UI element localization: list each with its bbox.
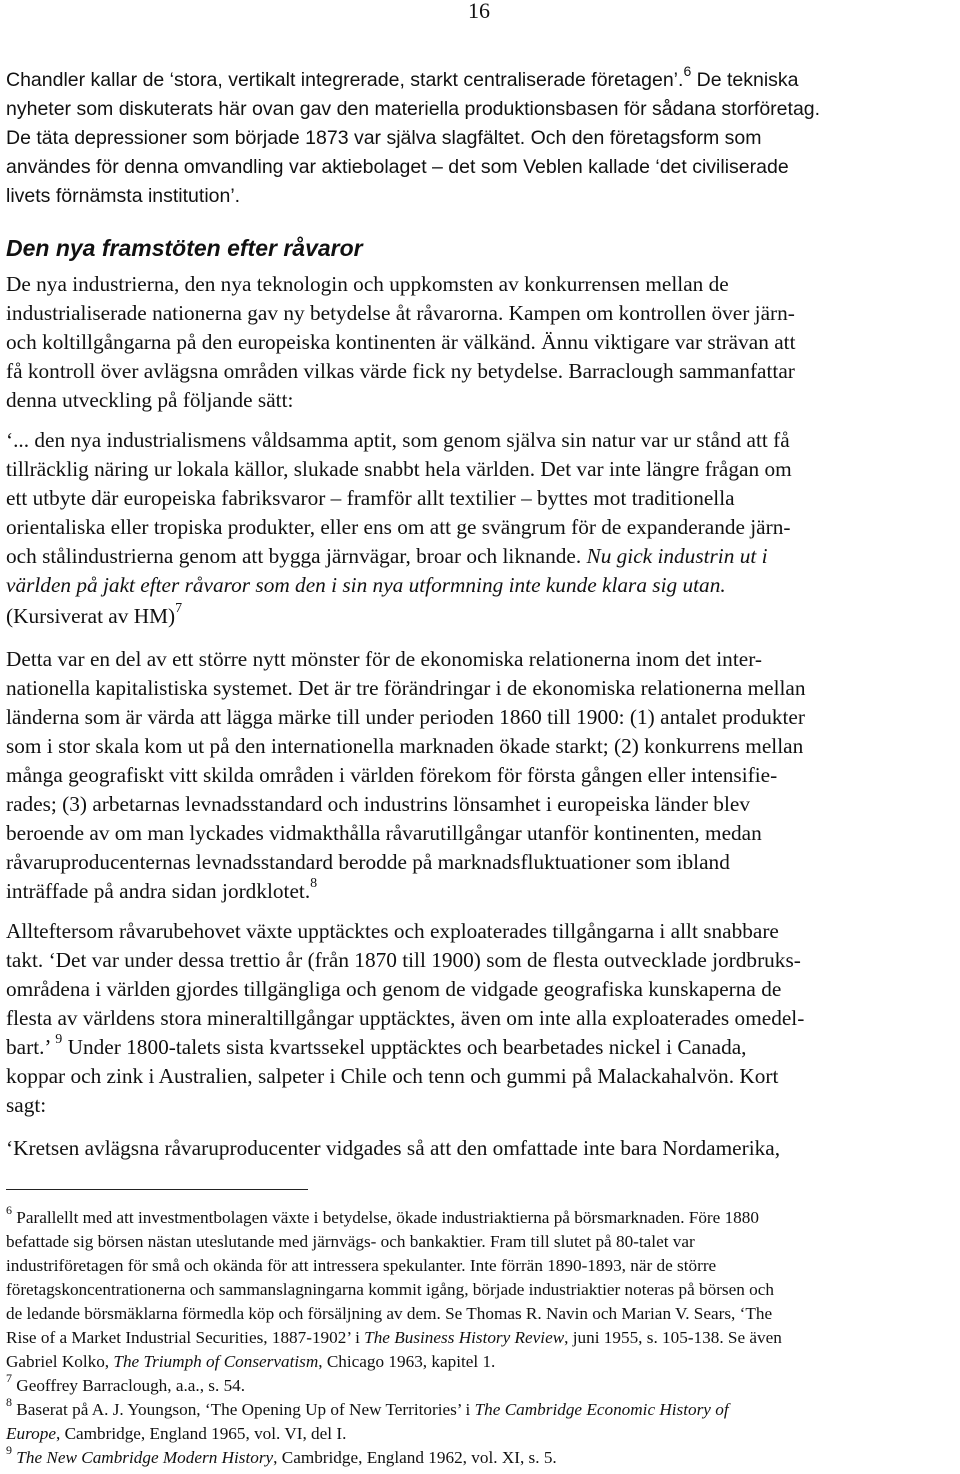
page-number: 16 — [468, 0, 490, 23]
text-line: denna utveckling på följande sätt: — [6, 388, 294, 412]
footnote-7: $^7$ Geoffrey Barraclough, a.a., s. 54. — [6, 1371, 246, 1395]
text-line: nationella kapitalistiska systemet. Det är tre förändringar i de ekonomiska relationerna mellan — [6, 676, 806, 700]
text-line: och koltillgångarna på den europeiska kontinenten är välkänd. Ännu viktigare var strävan att — [6, 330, 796, 354]
text-line: bart.’ $^9$ Under 1800-talets sista kvartssekel upptäcktes och bearbetades nickel i Canada, — [6, 1031, 747, 1059]
footnote-line: industriföretagen för små och okända för att intressera spekulanter. Inte förrän 1890-1893, när de större — [6, 1256, 717, 1275]
footnote-ref-6[interactable]: 6 — [683, 62, 692, 79]
intro-paragraph — [6, 62, 954, 211]
intro-line: nyheter som diskuterats här ovan gav den materiella produktionsbasen för sådana storföretag. — [6, 98, 821, 120]
footnote-8: $^8$ Baserat på A. J. Youngson, ‘The Opening Up of New Territories’ i The Cambridge Economic History of — [6, 1395, 729, 1419]
text-line: rades; (3) arbetarnas levnadsstandard och industrins lönsamhet i europeiska länder blev — [6, 792, 750, 816]
intro-line: De täta depressioner som började 1873 var själva slagfältet. Och den företagsform som — [6, 127, 762, 149]
text-line: beroende av om man lyckades vidmakthålla råvarutillgångar utanför kontinenten, medan — [6, 821, 762, 845]
quote-block — [6, 426, 954, 631]
text-line: De nya industrierna, den nya teknologin och uppkomsten av konkurrensen mellan de — [6, 272, 729, 296]
text-line: ‘Kretsen avlägsna råvaruproducenter vidgades så att den omfattade inte bara Nordamerika, — [6, 1136, 781, 1160]
paragraph-4 — [6, 1134, 954, 1163]
footnote-9: $^9$ The New Cambridge Modern History, Cambridge, England 1962, vol. XI, s. 5. — [6, 1443, 557, 1467]
paragraph-1 — [6, 270, 954, 415]
text-line: Allteftersom råvarubehovet växte upptäcktes och exploaterades tillgångarna i allt snabbare — [6, 919, 779, 943]
text-line: få kontroll över avlägsna områden vilkas värde fick ny betydelse. Barraclough sammanfattar — [6, 359, 795, 383]
text-line: och stålindustrierna genom att bygga järnvägar, broar och liknande. Nu gick industrin ut i — [6, 544, 768, 568]
footnote-6: $^6$ Parallellt med att investmentbolagen växte i betydelse, ökade industriaktierna på börsmarknaden. Före 1880 — [6, 1203, 759, 1227]
text-line: sagt: — [6, 1093, 47, 1117]
intro-line: livets förnämsta institution’. — [6, 185, 241, 207]
text-line: många geografiskt vitt skilda områden i världen förekom för första gången eller intensifie- — [6, 763, 778, 787]
footnotes — [6, 1203, 954, 1470]
text-line: områdena i världen gjordes tillgängliga och genom de vidgade geografiska kunskaperna de — [6, 977, 782, 1001]
footnote-ref-8[interactable]: 8 — [310, 875, 318, 891]
text-line: koppar och zink i Australien, salpeter i Chile och tenn och gummi på Malackahalvön. Kort — [6, 1064, 779, 1088]
text-line: orientaliska eller tropiska produkter, eller ens om att ge svängrum för de expanderande järn- — [6, 515, 791, 539]
paragraph-2 — [6, 645, 954, 906]
footnote-ref-9[interactable]: 9 — [55, 1031, 63, 1047]
text-line: som i stor skala kom ut på den internationella marknaden ökade starkt; (2) konkurrens mellan — [6, 734, 804, 758]
footnote-separator — [6, 1189, 308, 1190]
footnote-ref-7[interactable]: 7 — [175, 600, 183, 616]
footnote-line: Europe, Cambridge, England 1965, vol. VI, del I. — [6, 1424, 347, 1443]
text-line: ett utbyte där europeiska fabriksvaror – framför allt textilier – byttes mot traditionella — [6, 486, 735, 510]
footnote-line: de ledande börsmäklarna förmedla köp och försäljning av dem. Se Thomas R. Navin och Marian V. Sears, ‘The — [6, 1304, 773, 1323]
section-heading: Den nya framstöten efter råvaror — [6, 235, 363, 261]
intro-line: användes för denna omvandling var aktiebolaget – det som Veblen kallade ‘det civiliserade — [6, 156, 789, 178]
footnote-line: Rise of a Market Industrial Securities, 1887-1902’ i The Business History Review, juni 1955, s. 105-138. Se även — [6, 1328, 782, 1347]
footnote-line: företagskoncentrationerna och sammanslagningarna kommit igång, började industriaktier noteras på börsen och — [6, 1280, 774, 1299]
text-line: tillräcklig näring ur lokala källor, slukade snabbt hela världen. Det var inte längre frågan om — [6, 457, 792, 481]
text-line: länderna som är värda att lägga märke till under perioden 1860 till 1900: (1) antalet produkter — [6, 705, 805, 729]
text-line: takt. ‘Det var under dessa trettio år (från 1870 till 1900) som de flesta outvecklade jordbruks- — [6, 948, 801, 972]
footnote-line: Gabriel Kolko, The Triumph of Conservatism, Chicago 1963, kapitel 1. — [6, 1352, 496, 1371]
text-line: Detta var en del av ett större nytt mönster för de ekonomiska relationerna inom det inter- — [6, 647, 762, 671]
text-line: flesta av världens stora mineraltillgångar upptäcktes, även om inte alla exploaterades omedel- — [6, 1006, 805, 1030]
footnote-line: befattade sig börsen nästan uteslutande med järnvägs- och bankaktier. Fram till slutet på 80-talet var — [6, 1232, 695, 1251]
text-line: världen på jakt efter råvaror som den i sin nya utformning inte kunde klara sig utan. — [6, 573, 726, 597]
intro-line: Chandler kallar de ‘stora, vertikalt integrerade, starkt centraliserade företagen’.$^6$ De tekniska — [6, 62, 799, 91]
text-line: råvaruproducenternas levnadsstandard berodde på marknadsfluktuationer som ibland — [6, 850, 730, 874]
text-line: industrialiserade nationerna gav ny betydelse åt råvarorna. Kampen om kontrollen över järn- — [6, 301, 795, 325]
text-line: ‘... den nya industrialismens våldsamma aptit, som genom själva sin natur var ur stånd att få — [6, 428, 790, 452]
text-line: (Kursiverat av HM)$^7$ — [6, 600, 183, 628]
paragraph-3 — [6, 917, 954, 1120]
text-line: inträffade på andra sidan jordklotet.$^8$ — [6, 875, 318, 903]
